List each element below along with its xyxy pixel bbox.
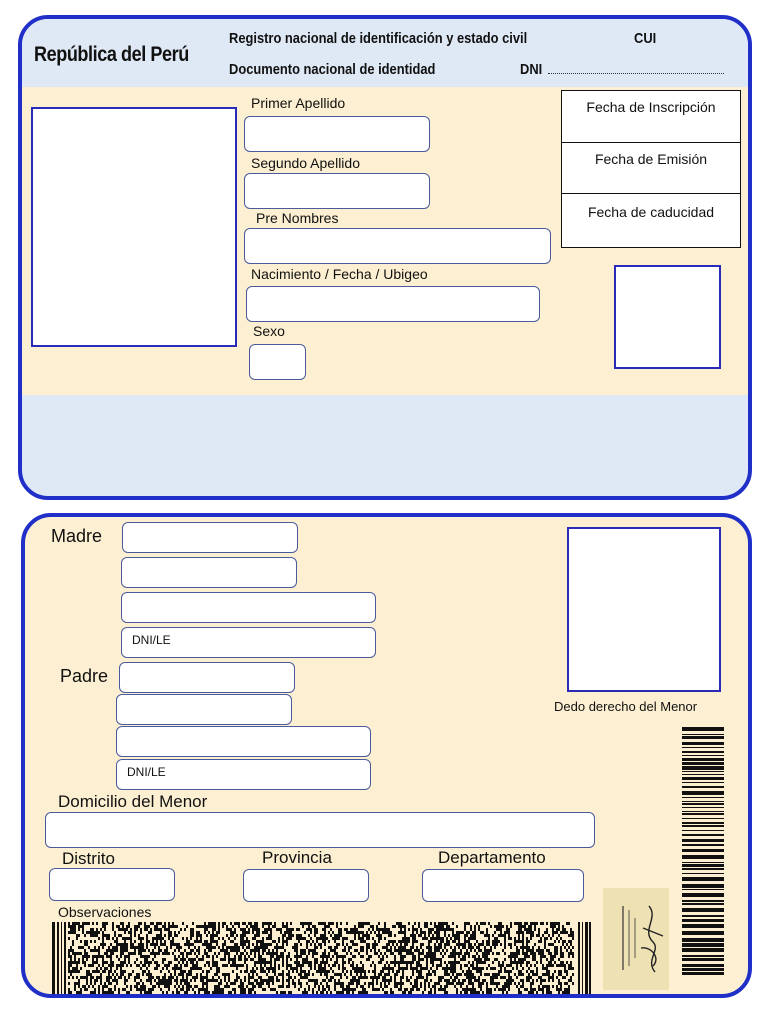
finger-box — [567, 527, 721, 692]
distrito-label: Distrito — [62, 849, 115, 868]
pre-nombres-field[interactable] — [244, 228, 551, 264]
primer-apellido-label: Primer Apellido — [251, 95, 346, 111]
pdf417-barcode — [52, 922, 592, 994]
signature-seal — [603, 888, 669, 990]
cui-label: CUI — [634, 30, 657, 47]
fecha-emision-label: Fecha de Emisión — [594, 151, 708, 167]
dni-label: DNI — [520, 61, 543, 78]
fecha-inscripcion-label: Fecha de Inscripción — [586, 99, 716, 115]
fecha-caducidad-label: Fecha de caducidad — [587, 204, 715, 220]
registry-title: Registro nacional de identificación y estado civil — [229, 30, 528, 47]
padre-dni-field[interactable] — [116, 759, 371, 790]
provincia-field[interactable] — [243, 869, 369, 902]
document-title: Documento nacional de identidad — [229, 61, 436, 78]
segundo-apellido-field[interactable] — [244, 173, 430, 209]
fingerprint-box — [614, 265, 721, 369]
fecha-emision-box — [561, 142, 741, 195]
madre-dni-field[interactable] — [121, 627, 376, 658]
sexo-field[interactable] — [249, 344, 306, 380]
sexo-label: Sexo — [253, 323, 285, 339]
madre-dni-label: DNI/LE — [132, 633, 171, 647]
dni-number-line — [548, 73, 724, 74]
padre-field-3[interactable] — [116, 726, 371, 757]
madre-field-3[interactable] — [121, 592, 376, 623]
id-card-front — [18, 15, 752, 500]
madre-field-1[interactable] — [122, 522, 298, 553]
fecha-inscripcion-box — [561, 90, 741, 144]
photo-box — [31, 107, 237, 347]
departamento-field[interactable] — [422, 869, 584, 902]
distrito-field[interactable] — [49, 868, 175, 901]
domicilio-field[interactable] — [45, 812, 595, 848]
country-title: República del Perú — [34, 43, 189, 66]
padre-dni-label: DNI/LE — [127, 765, 166, 779]
madre-label: Madre — [51, 526, 103, 546]
padre-label: Padre — [60, 666, 109, 686]
primer-apellido-field[interactable] — [244, 116, 430, 152]
observaciones-label: Observaciones — [58, 904, 152, 920]
domicilio-label: Domicilio del Menor — [58, 792, 208, 811]
departamento-label: Departamento — [438, 848, 546, 867]
padre-field-2[interactable] — [116, 694, 292, 725]
signature-icon — [603, 888, 669, 990]
id-card-back — [21, 513, 752, 998]
pre-nombres-label: Pre Nombres — [256, 210, 339, 226]
provincia-label: Provincia — [262, 848, 332, 867]
vertical-barcode — [682, 727, 724, 977]
dedo-derecho-label: Dedo derecho del Menor — [554, 699, 698, 714]
nacimiento-label: Nacimiento / Fecha / Ubigeo — [251, 266, 428, 282]
segundo-apellido-label: Segundo Apellido — [251, 155, 360, 171]
padre-field-1[interactable] — [119, 662, 295, 693]
fecha-caducidad-box — [561, 193, 741, 248]
nacimiento-field[interactable] — [246, 286, 540, 322]
madre-field-2[interactable] — [121, 557, 297, 588]
